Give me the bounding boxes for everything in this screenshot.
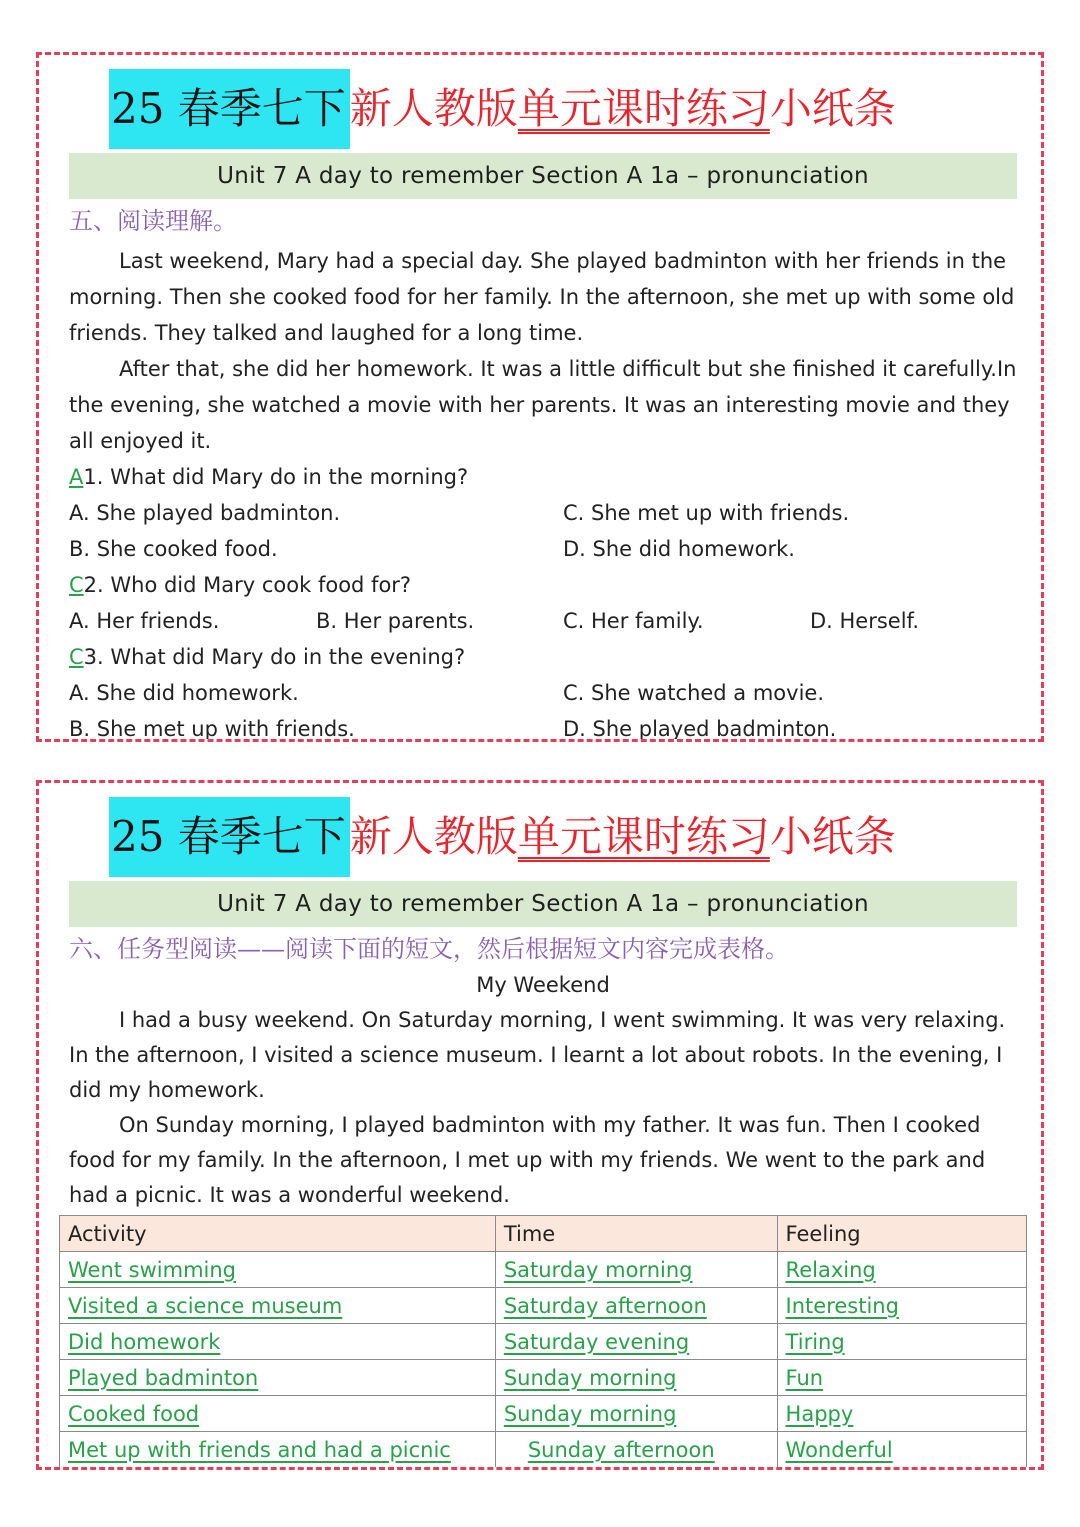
cell-text: Did homework bbox=[68, 1329, 221, 1354]
option: D. Herself. bbox=[810, 609, 920, 633]
table-cell bbox=[495, 1396, 777, 1432]
table-row bbox=[60, 1396, 1027, 1432]
unit-bar: Unit 7 A day to remember Section A 1a – pronunciation bbox=[69, 153, 1017, 199]
cell-text: Met up with friends and had a picnic bbox=[68, 1437, 451, 1462]
table-cell bbox=[495, 1324, 777, 1360]
title-part-a: 新人教版 bbox=[349, 812, 518, 861]
passage-text: On Sunday morning, I played badminton with my father. It was fun. Then I cooked food for my family. In the afternoon, I met up with my friends. We went to the park and had a picnic. It was a wonderful weekend. bbox=[69, 1113, 986, 1207]
table-header-row bbox=[60, 1216, 1027, 1252]
table-cell bbox=[60, 1288, 496, 1324]
title-red-text bbox=[350, 73, 896, 145]
option: C. She met up with friends. bbox=[563, 501, 850, 525]
answer-table bbox=[59, 1215, 1027, 1468]
table-cell bbox=[777, 1396, 1026, 1432]
cell-text: Relaxing bbox=[785, 1257, 876, 1282]
table-row bbox=[60, 1252, 1027, 1288]
exercise-card-reading-comprehension bbox=[36, 52, 1044, 742]
exercise-card-task-reading bbox=[36, 780, 1044, 1470]
cell-text: Saturday morning bbox=[503, 1257, 693, 1282]
question-text: 3. What did Mary do in the evening? bbox=[83, 645, 466, 669]
cell-text: Visited a science museum bbox=[68, 1293, 343, 1318]
table-row bbox=[60, 1324, 1027, 1360]
answer-mark: C bbox=[69, 645, 84, 669]
table-cell bbox=[495, 1432, 777, 1468]
table-row bbox=[60, 1360, 1027, 1396]
card-title bbox=[109, 797, 896, 877]
passage-text: I had a busy weekend. On Saturday morning, I went swimming. It was very relaxing. In the afternoon, I visited a science museum. I learnt a lot about robots. In the evening, I did my homework. bbox=[69, 1008, 1006, 1102]
title-red-text bbox=[350, 801, 896, 873]
passage-paragraph-1 bbox=[69, 1003, 1019, 1108]
option: D. She played badminton. bbox=[563, 717, 837, 741]
passage-text: After that, she did her homework. It was a little difficult but she finished it carefully.In the evening, she watched a movie with her parents. It was an interesting movie and they all enjoyed it. bbox=[69, 357, 1017, 453]
table-row bbox=[60, 1288, 1027, 1324]
table-cell bbox=[777, 1324, 1026, 1360]
title-part-c: 小纸条 bbox=[769, 812, 896, 861]
option: C. Her family. bbox=[563, 609, 704, 633]
table-cell bbox=[60, 1252, 496, 1288]
title-highlight: 25 春季七下 bbox=[109, 69, 350, 149]
card-title bbox=[109, 69, 896, 149]
table-cell bbox=[777, 1432, 1026, 1468]
table-header-time: Time bbox=[495, 1216, 777, 1252]
cell-text: Happy bbox=[785, 1401, 854, 1426]
cell-text: Tiring bbox=[785, 1329, 845, 1354]
table-cell bbox=[777, 1252, 1026, 1288]
passage-paragraph-2 bbox=[69, 1108, 1019, 1213]
cell-text: Saturday afternoon bbox=[503, 1293, 707, 1318]
option: A. Her friends. bbox=[69, 609, 220, 633]
cell-text: Cooked food bbox=[68, 1401, 200, 1426]
table-cell bbox=[777, 1288, 1026, 1324]
title-highlight: 25 春季七下 bbox=[109, 797, 350, 877]
answer-mark: A bbox=[69, 465, 84, 489]
cell-text: Interesting bbox=[785, 1293, 899, 1318]
unit-bar: Unit 7 A day to remember Section A 1a – pronunciation bbox=[69, 881, 1017, 927]
question-text: 1. What did Mary do in the morning? bbox=[83, 465, 469, 489]
passage-title: My Weekend bbox=[476, 973, 610, 997]
cell-text: Fun bbox=[785, 1365, 824, 1390]
option: A. She played badminton. bbox=[69, 501, 341, 525]
passage-paragraph-1 bbox=[69, 243, 1019, 351]
cell-text: Sunday morning bbox=[503, 1365, 677, 1390]
option: B. She met up with friends. bbox=[69, 717, 355, 741]
question-text: 2. Who did Mary cook food for? bbox=[83, 573, 412, 597]
table-header-feeling: Feeling bbox=[777, 1216, 1026, 1252]
option: C. She watched a movie. bbox=[563, 681, 825, 705]
cell-text: Wonderful bbox=[785, 1437, 893, 1462]
cell-text: Sunday morning bbox=[503, 1401, 677, 1426]
table-cell bbox=[495, 1288, 777, 1324]
title-part-c: 小纸条 bbox=[769, 84, 896, 133]
table-cell bbox=[60, 1360, 496, 1396]
table-row bbox=[60, 1432, 1027, 1468]
section-heading: 六、任务型阅读——阅读下面的短文，然后根据短文内容完成表格。 bbox=[69, 935, 789, 963]
question-3 bbox=[69, 639, 465, 675]
table-cell bbox=[60, 1324, 496, 1360]
table-cell bbox=[495, 1252, 777, 1288]
title-part-b: 单元课时练习 bbox=[517, 812, 770, 861]
table-cell bbox=[60, 1432, 496, 1468]
option: B. Her parents. bbox=[316, 609, 475, 633]
table-cell bbox=[777, 1360, 1026, 1396]
cell-text: Played badminton bbox=[68, 1365, 259, 1390]
table-cell bbox=[495, 1360, 777, 1396]
option: D. She did homework. bbox=[563, 537, 795, 561]
passage-paragraph-2 bbox=[69, 351, 1019, 459]
option: A. She did homework. bbox=[69, 681, 299, 705]
passage-text: Last weekend, Mary had a special day. She played badminton with her friends in the morning. Then she cooked food for her family. In the afternoon, she met up with some old friends. They talked and laughed for a long time. bbox=[69, 249, 1015, 345]
cell-text: Sunday afternoon bbox=[527, 1437, 715, 1462]
title-part-a: 新人教版 bbox=[349, 84, 518, 133]
title-part-b: 单元课时练习 bbox=[517, 84, 770, 133]
table-header-activity: Activity bbox=[60, 1216, 496, 1252]
question-2 bbox=[69, 567, 411, 603]
table-cell bbox=[60, 1396, 496, 1432]
option: B. She cooked food. bbox=[69, 537, 278, 561]
question-1 bbox=[69, 459, 468, 495]
cell-text: Saturday evening bbox=[503, 1329, 690, 1354]
section-heading: 五、阅读理解。 bbox=[69, 207, 237, 235]
answer-mark: C bbox=[69, 573, 84, 597]
cell-text: Went swimming bbox=[68, 1257, 237, 1282]
